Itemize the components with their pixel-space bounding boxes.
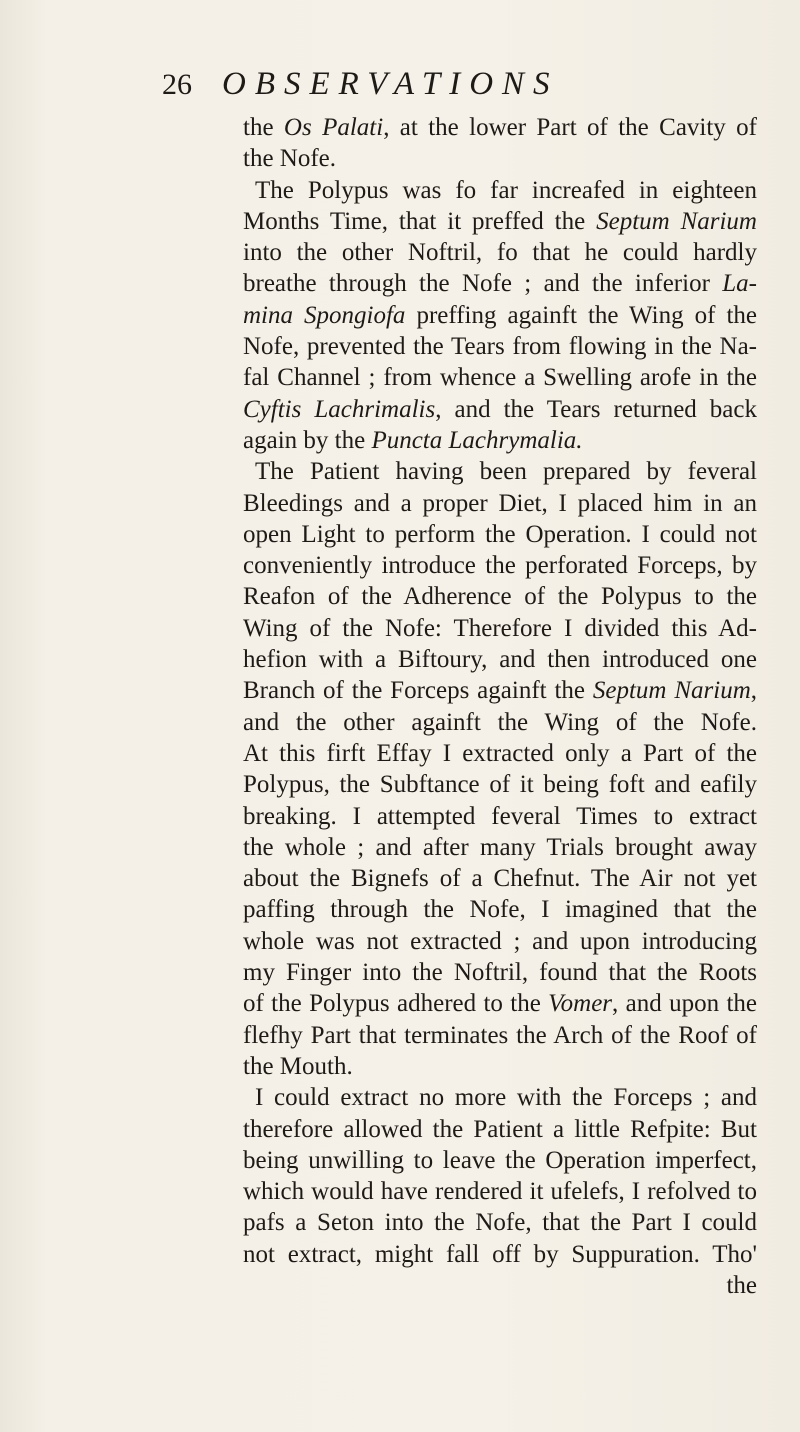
page-header: [162, 66, 702, 103]
text-segment: conveniently introduce the perforated Forceps, by: [243, 552, 757, 580]
text-segment: At this firft Effay I extracted only a Part of the: [243, 739, 757, 767]
text-segment: Wing of the Nofe: Therefore I divided this Ad-: [243, 614, 757, 642]
text-line: [243, 644, 757, 675]
text-segment: Puncta Lachrymalia.: [371, 426, 583, 454]
text-segment: of the Polypus adhered to the: [243, 990, 549, 1018]
text-segment: Bleedings and a proper Diet, I placed him in an: [243, 489, 757, 517]
text-segment: breathe through the Nofe ; and the inferior: [243, 270, 723, 298]
text-line: [243, 175, 757, 206]
text-segment: Branch of the Forceps againft the: [243, 677, 593, 705]
text-segment: paffing through the Nofe, I imagined that the: [243, 896, 757, 924]
text-line: [243, 112, 757, 143]
text-line: [243, 1239, 757, 1270]
text-segment: the: [243, 114, 284, 141]
text-segment: being unwilling to leave the Operation imperfect,: [243, 1146, 757, 1174]
body-text: [243, 112, 757, 1301]
text-segment: my Finger into the Noftril, found that the Roots: [243, 959, 757, 987]
text-segment: I could extract no more with the Forceps ; and: [255, 1084, 757, 1112]
text-line: [243, 143, 757, 174]
text-line: [243, 801, 757, 832]
text-line: [243, 1270, 757, 1301]
text-line: [243, 300, 757, 331]
text-segment: fal Channel ; from whence a Swelling arofe in the: [243, 364, 757, 392]
text-line: [243, 425, 757, 456]
text-segment: Os Palati: [283, 114, 384, 141]
text-line: [243, 1020, 757, 1051]
text-segment: again by the: [243, 426, 372, 454]
text-line: [243, 1051, 757, 1082]
text-segment: preffing againft the Wing of the: [405, 301, 757, 329]
text-line: [243, 707, 757, 738]
text-segment: Vomer: [548, 990, 613, 1018]
text-segment: Reafon of the Adherence of the Polypus to the: [243, 583, 757, 611]
text-line: [243, 1145, 757, 1176]
text-line: [243, 394, 757, 425]
text-line: [243, 1082, 757, 1113]
text-segment: about the Bignefs of a Chefnut. The Air not yet: [243, 865, 757, 893]
text-segment: and the other againft the Wing of the Nofe.: [243, 708, 757, 736]
text-line: [243, 926, 757, 957]
text-line: [243, 237, 757, 268]
text-segment: Polypus, the Subftance of it being foft and eafily: [243, 771, 757, 799]
text-segment: Septum Narium: [592, 677, 751, 705]
text-line: [243, 988, 757, 1019]
text-segment: the Mouth.: [243, 1052, 353, 1080]
text-line: [243, 206, 757, 237]
text-segment: hefion with a Biftoury, and then introduced one: [243, 646, 757, 674]
text-line: [243, 268, 757, 299]
text-line: [243, 863, 757, 894]
text-segment: The Polypus was fo far increafed in eighteen: [255, 176, 757, 204]
text-line: [243, 957, 757, 988]
text-line: [243, 832, 757, 863]
text-line: [243, 894, 757, 925]
text-segment: ,: [750, 677, 757, 705]
text-segment: the Nofe.: [243, 145, 337, 173]
text-segment: , at the lower Part of the Cavity of: [383, 114, 757, 141]
text-line: [243, 675, 757, 706]
text-segment: whole was not extracted ; and upon introducing: [243, 927, 757, 955]
text-line: [243, 331, 757, 362]
text-line: [243, 1176, 757, 1207]
text-line: [243, 550, 757, 581]
text-line: [243, 769, 757, 800]
text-segment: breaking. I attempted feveral Times to extract: [243, 802, 757, 830]
text-segment: Months Time, that it preffed the: [243, 207, 597, 235]
text-segment: The Patient having been prepared by feveral: [255, 458, 757, 486]
text-segment: La-: [722, 270, 757, 298]
text-segment: open Light to perform the Operation. I could not: [243, 520, 757, 548]
text-segment: , and upon the: [612, 990, 757, 1018]
text-line: [243, 1114, 757, 1145]
text-line: [243, 488, 757, 519]
text-segment: the whole ; and after many Trials brought away: [243, 833, 757, 861]
text-segment: flefhy Part that terminates the Arch of the Roof of: [243, 1021, 757, 1049]
text-segment: not extract, might fall off by Suppuration. Tho': [243, 1240, 757, 1268]
page-number: 26: [162, 68, 192, 101]
text-segment: into the other Noftril, fo that he could hardly: [243, 239, 757, 267]
text-line: [243, 738, 757, 769]
text-segment: the: [726, 1271, 757, 1299]
text-line: [243, 456, 757, 487]
text-segment: therefore allowed the Patient a little Refpite: But: [243, 1115, 757, 1143]
text-segment: which would have rendered it ufelefs, I refolved to: [243, 1178, 757, 1206]
text-line: [243, 613, 757, 644]
text-line: [243, 362, 757, 393]
text-segment: pafs a Seton into the Nofe, that the Part I could: [243, 1209, 757, 1237]
text-line: [243, 519, 757, 550]
text-line: [243, 1207, 757, 1238]
text-segment: mina Spongiofa: [243, 301, 406, 329]
text-segment: Cyftis Lachrimalis: [243, 395, 436, 423]
text-line: [243, 581, 757, 612]
text-segment: Nofe, prevented the Tears from flowing in the Na-: [243, 333, 757, 361]
text-segment: Septum Narium: [596, 207, 757, 235]
text-segment: , and the Tears returned back: [435, 395, 757, 423]
running-title: OBSERVATIONS: [222, 66, 559, 102]
